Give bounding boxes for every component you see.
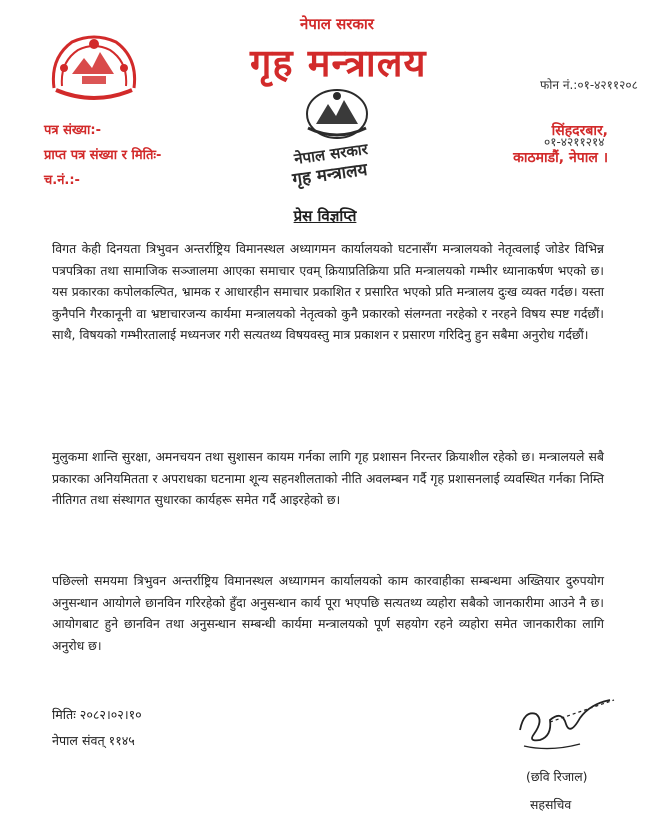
ministry-title: गृह मन्त्रालय xyxy=(250,41,427,85)
signatory-title: सहसचिव xyxy=(530,797,572,812)
letter-meta xyxy=(44,118,161,193)
seal-text-line-1: नेपाल सरकार xyxy=(293,139,369,169)
address-line-2: काठमाडौं, नेपाल । xyxy=(513,150,608,166)
dispatch-number: च.नं.:- xyxy=(44,173,80,188)
seal-text-line-2: गृह मन्त्रालय xyxy=(291,159,369,191)
paragraph-1: विगत केही दिनयता त्रिभुवन अन्तर्राष्ट्रिय विमानस्थल अध्यागमन कार्यालयको घटनासँग मन्त्रालयको नेतृत्वलाई जोडेर विभिन्न पत्रपत्रिका तथा सामाजिक सञ्जालमा आएका समाचार एवम् क्रियाप्रतिक्रिया प्रति मन्त्रालयको गम्भीर ध्यानाकर्षण भएको छ। यस प्रकारका कपोलकल्पित, भ्रामक र आधारहीन समाचार प्रकाशित र प्रसारित भएको प्रति मन्त्रालय दुःख व्यक्त गर्दछ। यस्ता कुनैपनि गैरकानूनी वा भ्रष्टाचारजन्य कार्यमा मन्त्रालयको नेतृत्वको कुनै प्रकारको संलग्नता नरहेको र नरहने विषय स्पष्ट गर्दछौं। साथै, विषयको गम्भीरतालाई मध्यनजर गरी सत्यतथ्य विषयवस्तु मात्र प्रकाशन र प्रसारण गरिदिनु हुन सबैमा अनुरोध गर्दछौं। xyxy=(52,241,604,342)
nepal-emblem-icon xyxy=(44,28,144,106)
issue-date: मितिः २०८२।०२।१० xyxy=(52,707,142,722)
letter-number: पत्र संख्या:- xyxy=(44,123,101,138)
nepal-sambat: नेपाल संवत् ११४५ xyxy=(52,733,135,748)
paragraph-3: पछिल्लो समयमा त्रिभुवन अन्तर्राष्ट्रिय विमानस्थल अध्यागमन कार्यालयको काम कारवाहीका सम्बन्धमा अख्तियार दुरुपयोग अनुसन्धान आयोगले छानविन गरिरहेको हुँदा अनुसन्धान कार्य पूरा भएपछि सत्यतथ्य व्यहोरा सबैको जानकारीमा आउने नै छ। आयोगबाट हुने छानविन तथा अनुसन्धान सम्बन्धी कार्यमा मन्त्रालयको पूर्ण सहयोग रहने व्यहोरा समेत जानकारीका लागि अनुरोध छ। xyxy=(52,573,604,653)
phone-line-2: ०१-४२११२१४ xyxy=(544,135,605,149)
ministry-seal-icon xyxy=(282,84,392,191)
signature-mark xyxy=(510,690,620,760)
title-text: प्रेस विज्ञप्ति xyxy=(293,207,357,225)
government-name: नेपाल सरकार xyxy=(300,15,374,33)
received-letter-number: प्राप्त पत्र संख्या र मितिः- xyxy=(44,148,162,163)
address-line-1: सिंहदरबार, xyxy=(551,123,608,139)
document-title xyxy=(0,206,650,226)
office-address xyxy=(513,118,608,172)
date-block xyxy=(52,702,142,754)
paragraph-2: मुलुकमा शान्ति सुरक्षा, अमनचयन तथा सुशासन कायम गर्नका लागि गृह प्रशासन निरन्तर क्रियाशील रहेको छ। मन्त्रालयले सबै प्रकारका अनियमितता र अपराधका घटनामा शून्य सहनशीलताको नीति अवलम्बन गर्दै गृह प्रशासनलाई व्यवस्थित गर्नका निम्ति नीतिगत तथा संस्थागत सुधारका कार्यहरू समेत गर्दै आइरहेको छ। xyxy=(52,449,604,507)
phone-line-1: फोन नं.:०१-४२११२०८ xyxy=(540,78,638,92)
signatory-name: (छवि रिजाल) xyxy=(526,769,588,784)
